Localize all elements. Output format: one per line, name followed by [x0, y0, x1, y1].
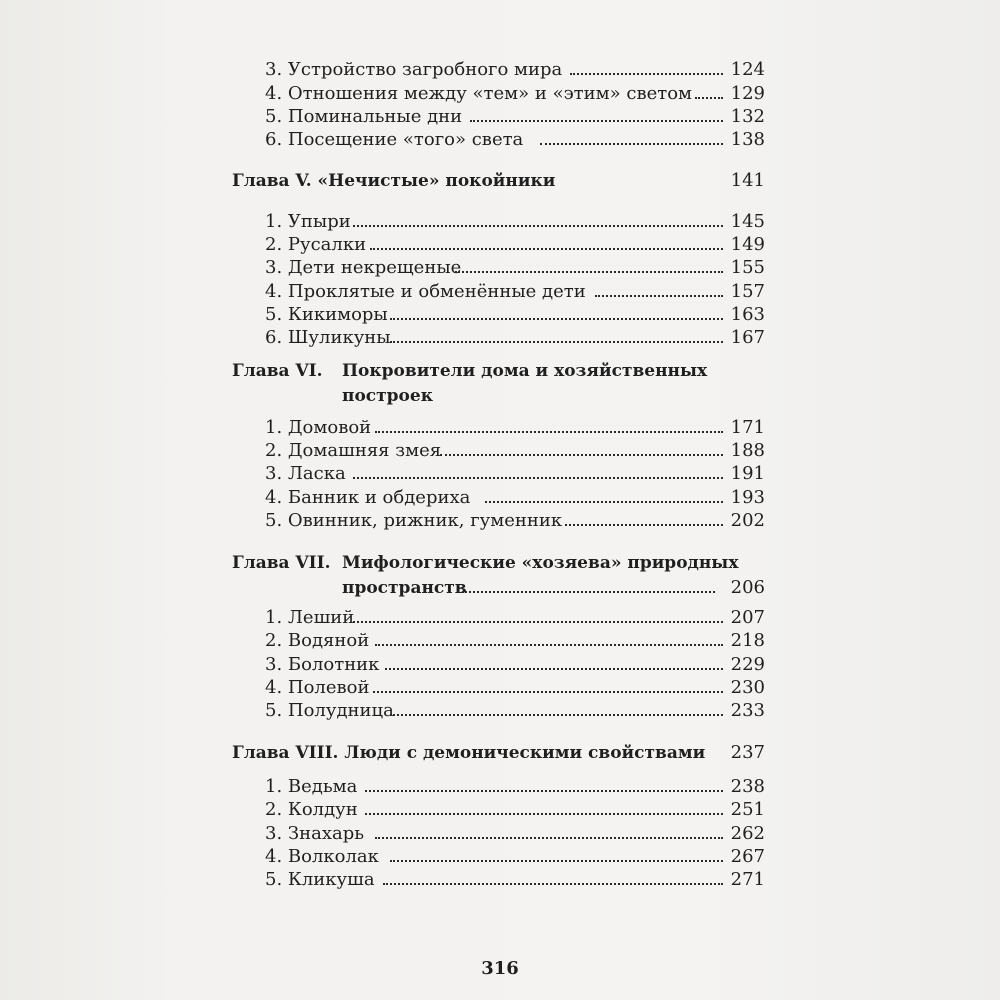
toc-entry-title: 5. Полудница: [265, 700, 394, 721]
toc-entry[interactable]: [265, 868, 765, 892]
toc-entry-page: 163: [730, 304, 765, 325]
chapter-title: Глава V. «Нечистые» покойники: [232, 171, 556, 191]
chapter-title: Покровители дома и хозяйственных: [342, 361, 708, 381]
toc-entry-page: 124: [730, 59, 765, 80]
toc-entry[interactable]: [265, 798, 765, 822]
toc-entry-page: 229: [730, 654, 765, 675]
toc-entry-title: 5. Поминальные дни: [265, 106, 463, 127]
chapter-title: Мифологические «хозяева» природных: [342, 553, 739, 573]
toc-entry-title: 4. Отношения между «тем» и «этим» светом: [265, 83, 693, 104]
dot-leader: [375, 431, 723, 433]
dot-leader: [390, 714, 723, 716]
dot-leader: [390, 341, 723, 343]
chapter-title: Глава VIII. Люди с демоническими свойствами: [232, 743, 706, 763]
dot-leader: [383, 883, 723, 885]
dot-leader: [485, 501, 723, 503]
toc-entry[interactable]: [265, 105, 765, 129]
dot-leader: [375, 644, 723, 646]
toc-entry[interactable]: [265, 280, 765, 304]
toc-entry-page: 233: [730, 700, 765, 721]
toc-entry-page: 230: [730, 677, 765, 698]
toc-entry-title: 5. Кликуша: [265, 869, 375, 890]
dot-leader: [565, 524, 723, 526]
dot-leader: [470, 120, 723, 122]
dot-leader: [353, 225, 723, 227]
chapter-number: Глава VI.: [232, 361, 323, 381]
toc-entry-page: 155: [730, 257, 765, 278]
dot-leader: [595, 295, 723, 297]
toc-entry[interactable]: [265, 845, 765, 869]
toc-entry-page: 188: [730, 440, 765, 461]
toc-entry-page: 267: [730, 846, 765, 867]
dot-leader: [462, 591, 715, 593]
toc-entry-title: 2. Русалки: [265, 234, 367, 255]
toc-entry[interactable]: [265, 326, 765, 350]
toc-entry-title: 3. Устройство загробного мира: [265, 59, 563, 80]
chapter-heading-vi[interactable]: [232, 359, 765, 409]
toc-entry-page: 238: [730, 776, 765, 797]
toc-entry-title: 1. Упыри: [265, 211, 351, 232]
toc-entry[interactable]: [265, 822, 765, 846]
toc-entry-page: 262: [730, 823, 765, 844]
toc-entry-page: 193: [730, 487, 765, 508]
toc-entry-title: 2. Водяной: [265, 630, 370, 651]
chapter-number: Глава VII.: [232, 553, 331, 573]
toc-entry-page: 191: [730, 463, 765, 484]
toc-entry-title: 4. Полевой: [265, 677, 370, 698]
dot-leader: [365, 790, 723, 792]
toc-entry[interactable]: [265, 233, 765, 257]
dot-leader: [570, 73, 723, 75]
chapter-title-continued: пространств: [342, 578, 467, 598]
toc-entry[interactable]: [265, 676, 765, 700]
toc-entry-title: 5. Кикиморы: [265, 304, 388, 325]
toc-entry-title: 3. Знахарь: [265, 823, 365, 844]
toc-entry[interactable]: [265, 58, 765, 82]
dot-leader: [385, 668, 723, 670]
toc-entry-title: 6. Шуликуны: [265, 327, 391, 348]
dot-leader: [353, 621, 723, 623]
chapter-page: 237: [730, 742, 765, 763]
toc-entry-title: 4. Волколак: [265, 846, 379, 867]
toc-entry[interactable]: [265, 699, 765, 723]
toc-entry[interactable]: [265, 439, 765, 463]
dot-leader: [373, 691, 723, 693]
dot-leader: [365, 813, 723, 815]
toc-entry-title: 4. Проклятые и обменённые дети: [265, 281, 586, 302]
toc-entry-page: 207: [730, 607, 765, 628]
toc-entry[interactable]: [265, 82, 765, 106]
toc-entry[interactable]: [265, 416, 765, 440]
dot-leader: [390, 860, 723, 862]
toc-entry[interactable]: [265, 128, 765, 152]
toc-entry[interactable]: [265, 509, 765, 533]
toc-entry-page: 138: [730, 129, 765, 150]
toc-entry-title: 3. Ласка: [265, 463, 346, 484]
dot-leader: [390, 318, 723, 320]
toc-entry-page: 167: [730, 327, 765, 348]
dot-leader: [353, 477, 723, 479]
toc-entry-page: 202: [730, 510, 765, 531]
toc-entry-page: 171: [730, 417, 765, 438]
dot-leader: [455, 271, 723, 273]
toc-entry-title: 1. Домовой: [265, 417, 372, 438]
toc-entry-page: 145: [730, 211, 765, 232]
toc-entry-page: 132: [730, 106, 765, 127]
toc-entry-title: 3. Дети некрещеные: [265, 257, 462, 278]
toc-entry[interactable]: [265, 256, 765, 280]
toc-entry-title: 1. Ведьма: [265, 776, 358, 797]
toc-entry[interactable]: [265, 629, 765, 653]
toc-entry[interactable]: [265, 303, 765, 327]
toc-entry-page: 251: [730, 799, 765, 820]
toc-entry-title: 6. Посещение «того» света: [265, 129, 524, 150]
toc-entry[interactable]: [265, 462, 765, 486]
toc-entry[interactable]: [265, 775, 765, 799]
chapter-heading-vii[interactable]: [232, 551, 765, 601]
dot-leader: [540, 143, 723, 145]
dot-leader: [370, 248, 723, 250]
dot-leader: [440, 454, 723, 456]
toc-entry-title: 1. Леший: [265, 607, 355, 628]
chapter-page: 206: [730, 577, 765, 598]
toc-entry[interactable]: [265, 486, 765, 510]
toc-entry-page: 149: [730, 234, 765, 255]
toc-entry-page: 129: [730, 83, 765, 104]
toc-entry-title: 2. Домашняя змея: [265, 440, 442, 461]
toc-entry-page: 271: [730, 869, 765, 890]
toc-entry[interactable]: [265, 210, 765, 234]
toc-entry-page: 157: [730, 281, 765, 302]
toc-entry[interactable]: [265, 606, 765, 630]
toc-entry[interactable]: [265, 653, 765, 677]
chapter-page: 141: [730, 170, 765, 191]
dot-leader: [695, 97, 723, 99]
page-number: 316: [481, 958, 519, 979]
toc-entry-title: 4. Банник и обдериха: [265, 487, 471, 508]
dot-leader: [375, 837, 723, 839]
chapter-title-continued: построек: [342, 386, 433, 406]
chapter-heading-viii[interactable]: [232, 741, 765, 765]
toc-entry-page: 218: [730, 630, 765, 651]
chapter-heading-v[interactable]: [232, 169, 765, 193]
toc-entry-title: 2. Колдун: [265, 799, 358, 820]
toc-entry-title: 5. Овинник, рижник, гуменник: [265, 510, 563, 531]
toc-entry-title: 3. Болотник: [265, 654, 380, 675]
